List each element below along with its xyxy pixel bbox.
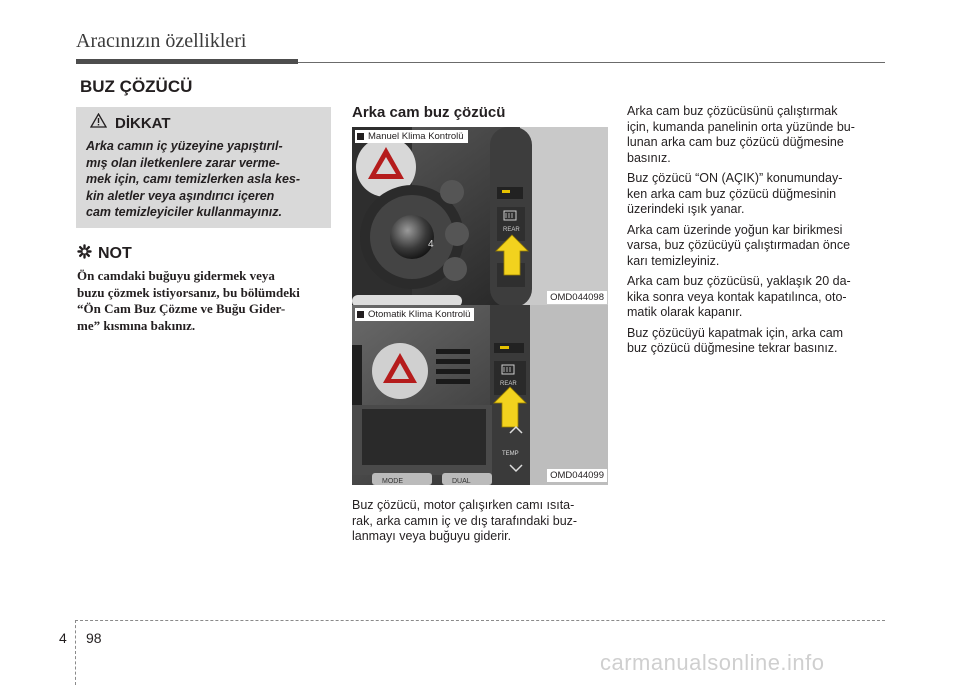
caution-text	[86, 138, 324, 221]
rear-button-text: REAR	[503, 227, 520, 233]
footer-divider-vertical	[75, 620, 76, 685]
automatic-climate-control-photo	[352, 305, 608, 485]
note-line: “Ön Cam Buz Çözme ve Buğu Gider-	[77, 301, 286, 316]
caution-label: DİKKAT	[115, 114, 171, 132]
body-line: lanmayı veya buğuyu giderir.	[352, 529, 512, 543]
caution-line: kin aletler veya aşındırıcı içeren	[86, 188, 275, 203]
paragraph: Arka cam buz çözücüsünü çalıştırmak için, kumanda panelinin orta yüzünde bu- lunan arka cam buz çözücü düğmesine basınız.	[627, 104, 855, 165]
bullet-square-icon	[357, 133, 364, 140]
warning-triangle-icon	[90, 113, 107, 133]
automatic-control-panel-illustration	[352, 305, 608, 485]
paragraph: Arka cam üzerinde yoğun kar birikmesi varsa, buz çözücüyü çalıştırmadan önce karı temizleyiniz.	[627, 222, 851, 268]
footer-divider-horizontal	[75, 620, 885, 621]
temp-label: TEMP	[502, 451, 519, 457]
paragraph: Buz çözücüyü kapatmak için, arka cam buz çözücü düğmesine tekrar basınız.	[627, 325, 844, 355]
note-line: buzu çözmek istiyorsanız, bu bölümdeki	[77, 284, 300, 300]
figure-code: OMD044099	[547, 469, 607, 482]
body-line: Buz çözücü, motor çalışırken camı ısıta-	[352, 498, 575, 512]
note-line: Ön camdaki buğuyu gidermek veya	[77, 268, 275, 283]
rear-defroster-title: Arka cam buz çözücü	[352, 104, 506, 121]
chapter-title: Aracınızın özellikleri	[76, 30, 247, 52]
manual-control-panel-illustration	[352, 127, 608, 307]
rear-defroster-description	[352, 498, 608, 545]
note-text	[77, 268, 331, 334]
note-star-icon	[77, 244, 92, 264]
figure-code: OMD044098	[547, 291, 607, 304]
caution-line: Arka camın iç yüzeyine yapıştırıl-	[86, 139, 283, 153]
fan-speed-number: 4	[428, 239, 434, 250]
caution-line: cam temizleyiciler kullanmayınız.	[86, 205, 282, 219]
watermark: carmanualsonline.info	[600, 650, 825, 675]
bullet-square-icon	[357, 311, 364, 318]
note-line: me” kısmına bakınız.	[77, 317, 196, 333]
caution-line: mek için, camı temizlerken asla kes-	[86, 172, 301, 186]
header-rule	[298, 62, 885, 63]
dual-label: DUAL	[452, 478, 471, 485]
section-title: BUZ ÇÖZÜCÜ	[80, 77, 193, 96]
paragraph: Arka cam buz çözücüsü, yaklaşık 20 da- kika sonra veya kontak kapatılınca, oto- matik olarak kapanır.	[627, 274, 851, 319]
rear-button-text: REAR	[500, 381, 517, 387]
hazard-button-icon	[372, 343, 428, 399]
header-rule-accent	[76, 59, 298, 64]
manual-climate-label: Manuel Klima Kontrolü	[355, 130, 468, 143]
note-label: NOT	[98, 245, 132, 262]
caution-line: mış olan iletkenlere zarar verme-	[86, 155, 280, 170]
page-number: 98	[86, 630, 102, 646]
chapter-number: 4	[59, 630, 67, 646]
instructions-column	[627, 104, 883, 362]
mode-label: MODE	[382, 478, 403, 485]
note-header	[77, 244, 132, 264]
automatic-climate-label: Otomatik Klima Kontrolü	[355, 308, 474, 321]
manual-climate-control-photo	[352, 127, 608, 307]
caution-header	[90, 113, 171, 133]
body-line: rak, arka camın iç ve dış tarafındaki buz-	[352, 513, 578, 528]
paragraph: Buz çözücü “ON (AÇIK)” konumunday- ken arka cam buz çözücü düğmesinin üzerindeki ışık yanar.	[627, 171, 843, 216]
